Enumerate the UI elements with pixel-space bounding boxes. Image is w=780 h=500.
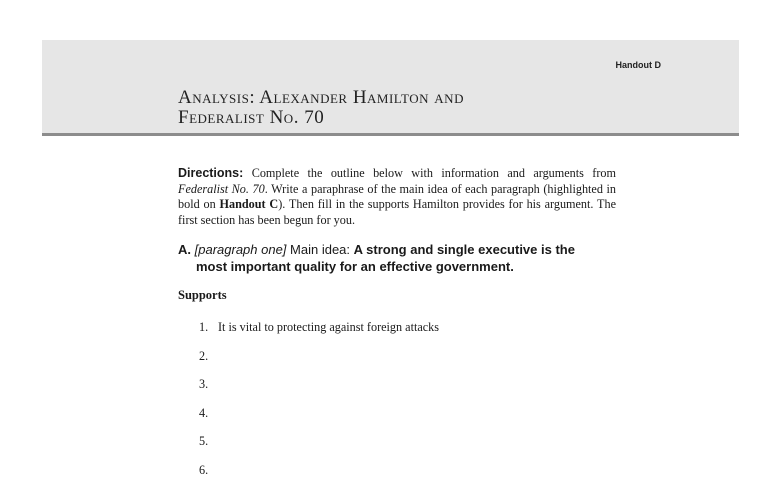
section-a bbox=[178, 241, 618, 275]
title-line-2: Federalist No. 70 bbox=[178, 107, 325, 128]
item-number: 3. bbox=[199, 377, 209, 391]
list-item bbox=[199, 434, 439, 463]
paragraph-label: [paragraph one] bbox=[194, 242, 287, 257]
main-idea-line-2: most important quality for an effective government. bbox=[196, 259, 514, 274]
list-item bbox=[199, 406, 439, 435]
header-divider bbox=[42, 133, 739, 136]
list-item bbox=[199, 463, 439, 492]
list-item bbox=[199, 320, 439, 349]
list-item bbox=[199, 377, 439, 406]
main-idea-label: Main idea: bbox=[290, 242, 351, 257]
handout-tag: Handout D bbox=[615, 60, 661, 70]
directions-italic-ref: Federalist No. 70 bbox=[178, 181, 265, 196]
directions-bold-ref: Handout C bbox=[219, 197, 279, 212]
title-line-1: Analysis: Alexander Hamilton and bbox=[178, 87, 464, 108]
directions-text-2: . Write a paraphrase of the main idea of each paragraph (highlighted in bold on bbox=[178, 181, 616, 212]
directions-paragraph bbox=[178, 166, 616, 228]
section-letter: A. bbox=[178, 242, 191, 257]
list-item bbox=[199, 349, 439, 378]
supports-list bbox=[199, 320, 439, 491]
directions-lead: Directions: bbox=[178, 166, 244, 180]
main-idea-line-1: A strong and single executive is the bbox=[353, 242, 575, 257]
item-number: 5. bbox=[199, 434, 209, 448]
item-number: 1. bbox=[199, 320, 209, 334]
item-text: It is vital to protecting against foreign attacks bbox=[218, 320, 440, 334]
directions-text-3: ). Then fill in the supports Hamilton provides for his argument. The first section has been begun for you. bbox=[178, 197, 616, 227]
supports-heading: Supports bbox=[178, 288, 227, 302]
directions-text-1: Complete the outline below with information and arguments from bbox=[243, 166, 616, 180]
item-number: 2. bbox=[199, 348, 209, 363]
item-number: 6. bbox=[199, 462, 209, 477]
item-number: 4. bbox=[199, 405, 209, 420]
page-title bbox=[178, 88, 464, 128]
